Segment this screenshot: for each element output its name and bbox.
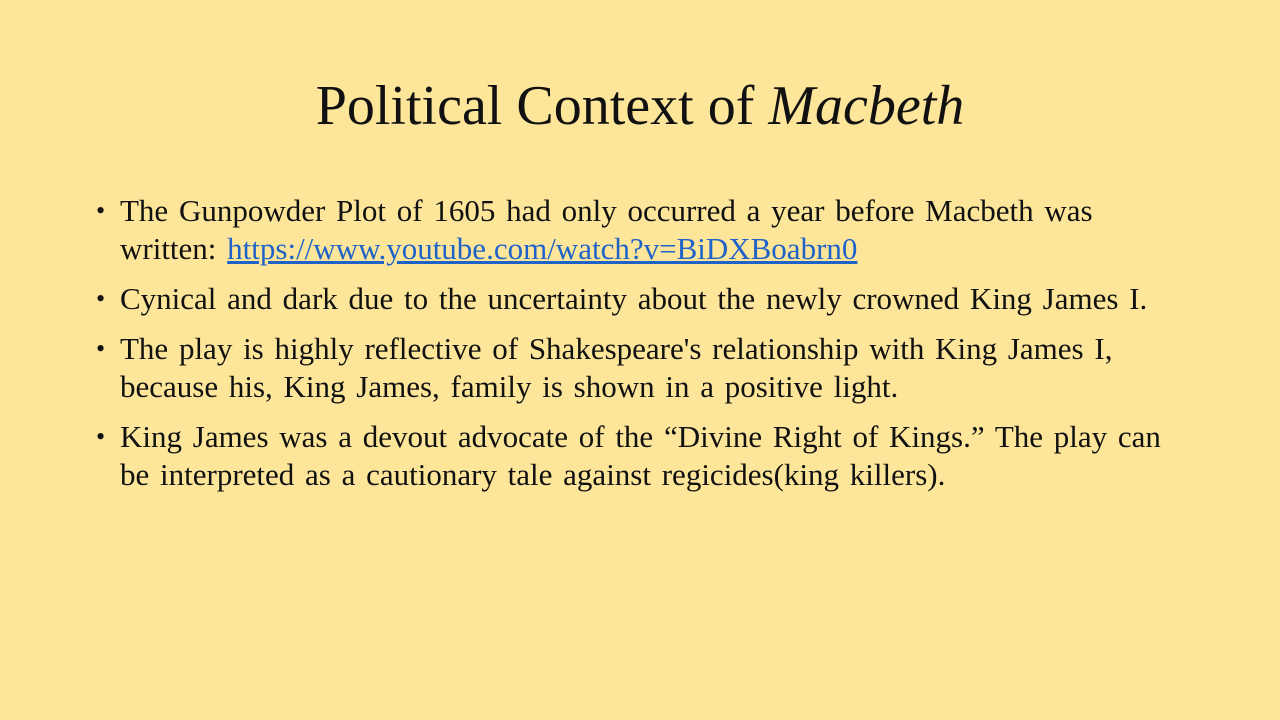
bullet-icon: • — [96, 284, 106, 313]
bullet-icon: • — [96, 422, 106, 451]
bullet-icon: • — [96, 334, 106, 363]
bullet-item-cynical-dark — [96, 280, 1196, 318]
title-italic-text: Macbeth — [768, 75, 965, 137]
bullet-text: The play is highly reflective of Shakespeare's relationship with King James I, because his, King James, family is shown in a positive light. — [120, 331, 1113, 404]
slide-title — [0, 70, 1280, 142]
bullet-text: Cynical and dark due to the uncertainty about the newly crowned King James I. — [120, 281, 1148, 316]
bullet-item-divine-right — [96, 418, 1196, 494]
title-text: Political Context of — [315, 75, 769, 137]
bullet-text: The Gunpowder Plot of 1605 had only occurred a year before Macbeth was written: — [120, 193, 1093, 266]
bullet-list — [96, 192, 1196, 506]
bullet-item-gunpowder-plot — [96, 192, 1196, 268]
bullet-text: King James was a devout advocate of the “Divine Right of Kings.” The play can be interpreted as a cautionary tale against regicides(king killers). — [120, 419, 1161, 492]
bullet-icon: • — [96, 196, 106, 225]
youtube-link[interactable]: https://www.youtube.com/watch?v=BiDXBoabrn0 — [227, 231, 858, 266]
bullet-item-shakespeare-relationship — [96, 330, 1196, 406]
